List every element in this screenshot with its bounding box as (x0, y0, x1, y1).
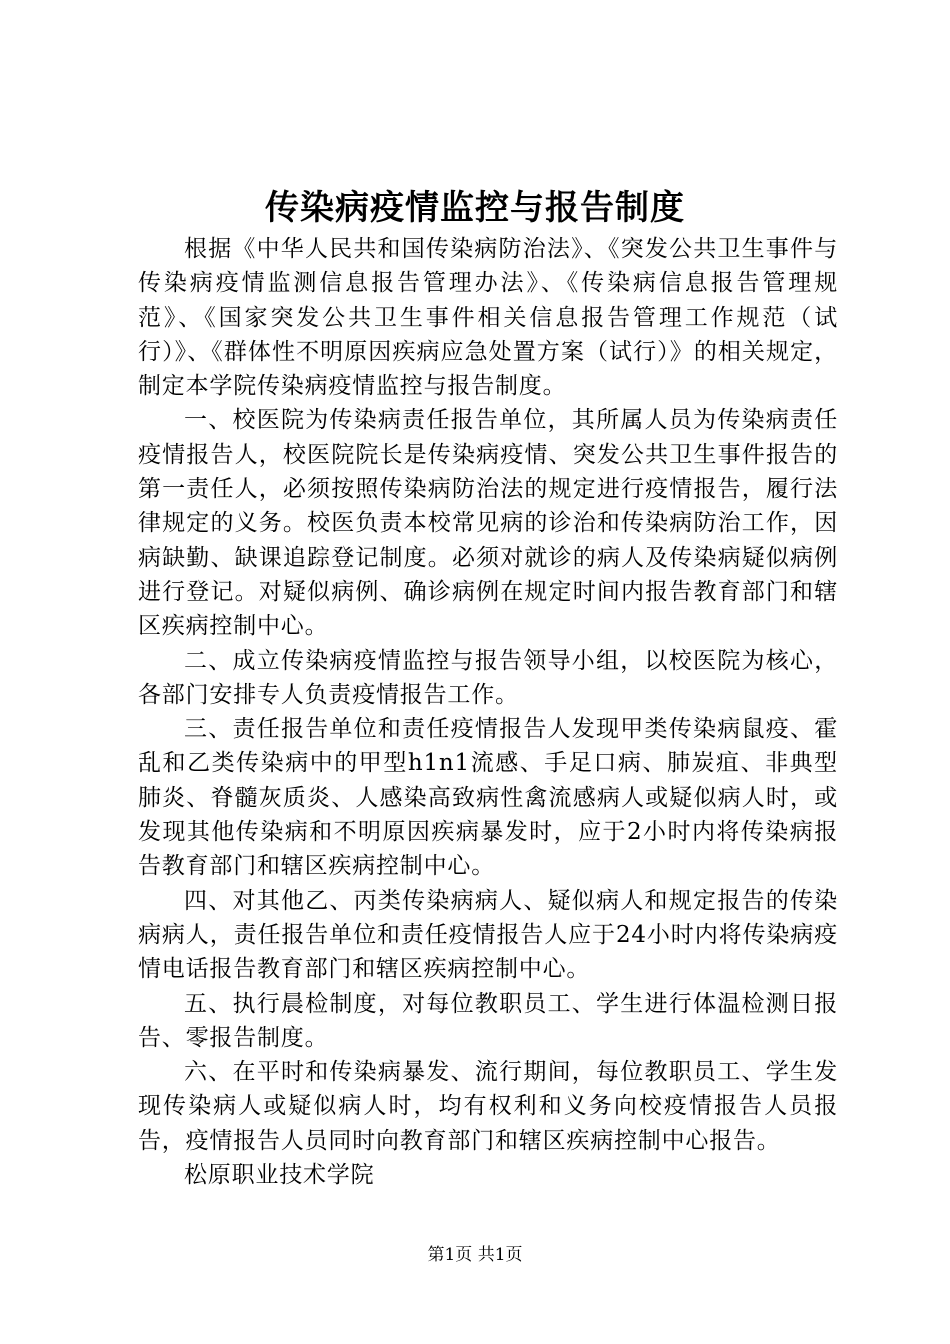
paragraph-3: 三、责任报告单位和责任疫情报告人发现甲类传染病鼠疫、霍乱和乙类传染病中的甲型h1n1流感、手足口病、肺炭疽、非典型肺炎、脊髓灰质炎、人感染高致病性禽流感病人或疑似病人时，或发现其他传染病和不明原因疾病暴发时，应于2小时内将传染病报告教育部门和辖区疾病控制中心。 (138, 716, 838, 880)
paragraph-intro: 根据《中华人民共和国传染病防治法》、《突发公共卫生事件与传染病疫情监测信息报告管理办法》、《传染病信息报告管理规范》、《国家突发公共卫生事件相关信息报告管理工作规范（试行）》、《群体性不明原因疾病应急处置方案（试行）》的相关规定，制定本学院传染病疫情监控与报告制度。 (138, 236, 838, 400)
paragraph-2: 二、成立传染病疫情监控与报告领导小组，以校医院为核心，各部门安排专人负责疫情报告工作。 (138, 647, 838, 708)
document-body (138, 232, 838, 1192)
paragraph-5: 五、执行晨检制度，对每位教职员工、学生进行体温检测日报告、零报告制度。 (138, 990, 838, 1051)
paragraph-1: 一、校医院为传染病责任报告单位，其所属人员为传染病责任疫情报告人，校医院院长是传染病疫情、突发公共卫生事件报告的第一责任人，必须按照传染病防治法的规定进行疫情报告，履行法律规定的义务。校医负责本校常见病的诊治和传染病防治工作，因病缺勤、缺课追踪登记制度。必须对就诊的病人及传染病疑似病例进行登记。对疑似病例、确诊病例在规定时间内报告教育部门和辖区疾病控制中心。 (138, 407, 838, 640)
document-title: 传染病疫情监控与报告制度 (265, 188, 685, 228)
page-footer: 第1页 共1页 (427, 1245, 523, 1265)
signature: 松原职业技术学院 (184, 1162, 375, 1189)
paragraph-4: 四、对其他乙、丙类传染病病人、疑似病人和规定报告的传染病病人，责任报告单位和责任疫情报告人应于24小时内将传染病疫情电话报告教育部门和辖区疾病控制中心。 (138, 887, 838, 983)
paragraph-6: 六、在平时和传染病暴发、流行期间，每位教职员工、学生发现传染病人或疑似病人时，均有权利和义务向校疫情报告人员报告，疫情报告人员同时向教育部门和辖区疾病控制中心报告。 (138, 1059, 838, 1154)
